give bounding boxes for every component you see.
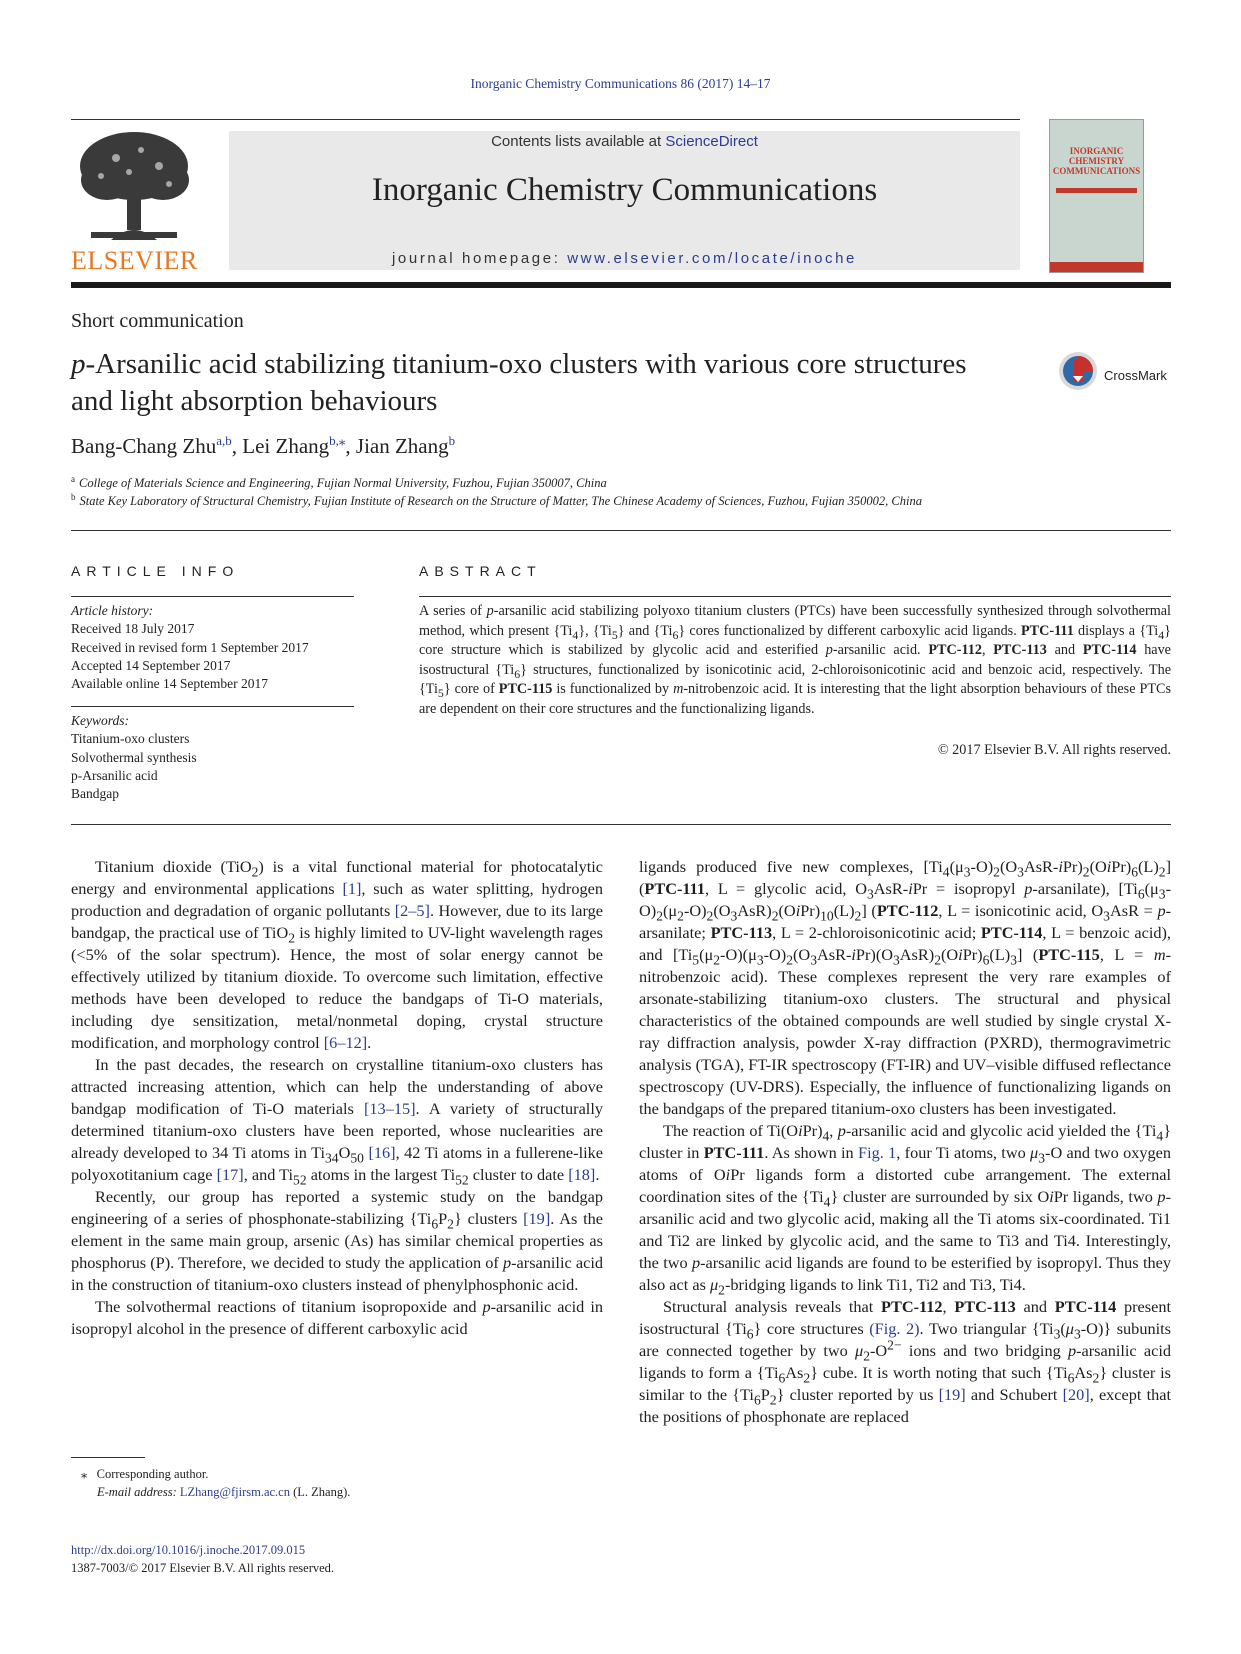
footnote-rule — [71, 1457, 145, 1458]
history-item: Received in revised form 1 September 2017 — [71, 639, 309, 655]
divider — [71, 706, 354, 707]
cover-stripe — [1056, 188, 1137, 193]
author-affiliation-mark[interactable]: b,⁎ — [329, 433, 346, 448]
citation-link[interactable]: [17] — [216, 1165, 244, 1184]
abstract-heading: ABSTRACT — [419, 563, 542, 579]
history-item: Received 18 July 2017 — [71, 621, 195, 637]
journal-cover[interactable] — [1049, 119, 1144, 273]
homepage-link[interactable]: www.elsevier.com/locate/inoche — [567, 250, 857, 267]
body-paragraph: In the past decades, the research on crystalline titanium-oxo clusters has attracted increasing attention, which can help the understanding of above bandgap modification of Ti-O materials [13–15]. A variety of structurally determined titanium-oxo clusters have been reported, whose nuclearities are already developed to 34 Ti atoms in $Ti_{34}O_{50}$ [16], 42 Ti atoms in a fullerene-like polyoxotitanium cage [17], and $Ti_{52}$ atoms in the largest $Ti_{52}$ cluster to date [18]. — [71, 1055, 603, 1188]
issn-copyright: 1387-7003/© 2017 Elsevier B.V. All rights reserved. — [71, 1561, 335, 1575]
affiliation — [71, 473, 1171, 491]
footnote-email-suffix: (L. Zhang). — [289, 1485, 351, 1499]
history-item: Available online 14 September 2017 — [71, 676, 268, 692]
citation-link[interactable]: [1] — [342, 879, 362, 898]
title-italic-prefix: p — [71, 348, 86, 380]
author-name: Lei Zhang — [242, 434, 330, 458]
figure-link[interactable]: (Fig. 2) — [869, 1319, 920, 1338]
title-text: -Arsanilic acid stabilizing titanium-oxo clusters with various core structures and light absorption behaviours — [71, 348, 967, 417]
body-paragraph: Recently, our group has reported a systemic study on the bandgap engineering of a series of phosphonate-stabilizing $\{Ti_6P_2\}$ clusters [19]. As the element in the same main group, arsenic (As) has similar chemical properties as phosphorus (P). Therefore, we decided to study the application of p-arsanilic acid in the construction of titanium-oxo clusters instead of phenylphosphonic acid. — [71, 1187, 603, 1294]
keyword[interactable]: p-Arsanilic acid — [71, 767, 158, 783]
citation-link[interactable]: [20] — [1062, 1385, 1090, 1404]
divider — [419, 596, 1171, 597]
divider — [71, 596, 354, 597]
footnote-corresponding — [71, 1465, 531, 1483]
contents-prefix: Contents lists available at — [491, 133, 666, 150]
elsevier-logo[interactable] — [71, 128, 197, 276]
affiliation-text: College of Materials Science and Engineering, Fujian Normal University, Fuzhou, Fujian 350007, China — [79, 476, 607, 490]
header-rule — [71, 119, 1020, 120]
cover-footer-band — [1050, 262, 1143, 272]
author-affiliation-mark[interactable]: b — [448, 433, 456, 448]
footnote-corresponding-text: Corresponding author. — [96, 1467, 209, 1481]
keyword[interactable]: Bandgap — [71, 786, 119, 802]
abstract-copyright: © 2017 Elsevier B.V. All rights reserved. — [937, 742, 1171, 758]
history-label: Article history: — [71, 603, 154, 618]
divider — [71, 824, 1171, 825]
body-paragraph: Structural analysis reveals that PTC-112, PTC-113 and PTC-114 present isostructural $\{Ti_6\}$ core structures (Fig. 2). Two triangular $\{Ti_3(\mu_3-O)\}$ subunits are connected together by two $\mu_2-O^{2-}$ ions and two bridging p-arsanilic acid ligands to form a $\{Ti_6As_2\}$ cube. It is worth noting that such $\{Ti_6As_2\}$ cluster is similar to the $\{Ti_6P_2\}$ cluster reported by us [19] and Schubert [20], except that the positions of phosphonate are replaced — [639, 1297, 1172, 1426]
affiliation-mark: a — [71, 473, 75, 484]
elsevier-wordmark: ELSEVIER — [71, 246, 198, 275]
footnote — [71, 1465, 531, 1501]
email-link[interactable]: LZhang@fjirsm.ac.cn — [179, 1485, 290, 1499]
keyword[interactable]: Titanium-oxo clusters — [71, 731, 190, 747]
footnote-mark: ⁎ — [81, 1467, 88, 1481]
body-paragraph: Titanium dioxide (TiO$_2$) is a vital functional material for photocatalytic energy and environmental applications [1], such as water splitting, hydrogen production and degradation of organic pollutants [2–5]. However, due to its large bandgap, the practical use of TiO$_2$ is highly limited to UV-light wavelength rages (<5% of the solar spectrum). Hence, the most of solar energy cannot be effectively utilized by titanium dioxide. To overcome such limitation, effective methods have been developed to reduce the bandgaps of Ti-O materials, including dye sensitization, metal/nonmetal doping, crystal structure modification, and morphology control [6–12]. — [71, 857, 603, 1052]
citation-link[interactable]: [6–12] — [323, 1033, 368, 1052]
article-info-heading: ARTICLE INFO — [71, 563, 240, 579]
journal-citation[interactable]: Inorganic Chemistry Communications 86 (2017) 14–17 — [470, 76, 771, 91]
article-title — [71, 346, 971, 420]
affiliation — [71, 491, 1171, 509]
sciencedirect-link[interactable]: ScienceDirect — [665, 133, 758, 150]
affiliation-mark: b — [71, 491, 76, 502]
citation-link[interactable]: [18] — [568, 1165, 596, 1184]
footnote-email-label: E-mail address: — [97, 1485, 180, 1499]
keyword[interactable]: Solvothermal synthesis — [71, 749, 197, 765]
crossmark-label[interactable]: CrossMark — [1104, 368, 1167, 383]
cover-title: INORGANIC CHEMISTRY COMMUNICATIONS — [1052, 146, 1141, 176]
body-paragraph: The solvothermal reactions of titanium isopropoxide and p-arsanilic acid in isopropyl alcohol in the presence of different carboxylic acid — [71, 1297, 603, 1338]
body-column-left — [71, 856, 603, 1340]
citation-link[interactable]: [19] — [938, 1385, 966, 1404]
body-column-right — [639, 856, 1171, 1428]
keywords — [71, 712, 354, 803]
author-name: Bang-Chang Zhu — [71, 434, 217, 458]
footnote-email-line — [71, 1483, 531, 1501]
section-type: Short communication — [71, 310, 244, 332]
author-separator: , — [345, 434, 356, 458]
keywords-label: Keywords: — [71, 713, 129, 728]
body-paragraph: The reaction of $Ti(OiPr)_4$, p-arsanilic acid and glycolic acid yielded the $\{Ti_4\}$ cluster in PTC-111. As shown in Fig. 1, four Ti atoms, two $\mu_3-O$ and two oxygen atoms of OiPr ligands form a distorted cube arrangement. The external coordination sites of the $\{Ti_4\}$ cluster are surrounded by six OiPr ligands, two p-arsanilic acid and two glycolic acid, making all the Ti atoms six-coordinated. Ti1 and Ti2 are linked by glycolic acid, and the same to Ti3 and Ti4. Interestingly, the two p-arsanilic acid ligands are found to be esterified by isopropyl. Thus they also act as $\mu_2$-bridging ligands to link Ti1, Ti2 and Ti3, Ti4. — [639, 1121, 1172, 1298]
affiliation-text: State Key Laboratory of Structural Chemistry, Fujian Institute of Research on the Structure of Matter, The Chinese Academy of Sciences, Fuzhou, Fujian 350002, China — [79, 494, 922, 508]
author-list — [71, 434, 455, 459]
author-name: Jian Zhang — [355, 434, 449, 458]
crossmark-icon — [1058, 351, 1098, 391]
homepage-prefix: journal homepage: — [392, 250, 568, 267]
citation-link[interactable]: [19] — [523, 1209, 551, 1228]
journal-homepage — [229, 250, 1020, 267]
author-separator: , — [231, 434, 243, 458]
journal-name: Inorganic Chemistry Communications — [371, 172, 878, 208]
citation-link[interactable]: [2–5] — [394, 901, 430, 920]
abstract-text: A series of p-arsanilic acid stabilizing polyoxo titanium clusters (PTCs) have been successfully synthesized through solvothermal method, which present $\{Ti_4\}$, $\{Ti_5\}$ and $\{Ti_6\}$ cores functionalized by different carboxylic acid ligands. PTC-111 displays a $\{Ti_4\}$ core structure which is stabilized by glycolic acid and esterified p-arsanilic acid. PTC-112, PTC-113 and PTC-114 have isostructural $\{Ti_6\}$ structures, functionalized by isonicotinic acid, 2-chloroisonicotinic acid and benzoic acid, respectively. The $\{Ti_5\}$ core of PTC-115 is functionalized by m-nitrobenzoic acid. It is interesting that the light absorption behaviours of these PTCs are dependent on their core structures and the functionalizing ligands. — [419, 603, 1171, 717]
header-thick-rule — [71, 282, 1171, 288]
crossmark-badge[interactable] — [1058, 351, 1098, 391]
citation-link[interactable]: [13–15] — [364, 1099, 416, 1118]
author-affiliation-mark[interactable]: a,b — [216, 433, 232, 448]
history-item: Accepted 14 September 2017 — [71, 657, 231, 673]
body-paragraph: ligands produced five new complexes, $[Ti_4(\mu_3-O)_2(O_3AsR-iPr)_2(OiPr)_6(L)_2]$ (PTC-111, L = glycolic acid, $O_3AsR$-iPr = isopropyl p-arsanilate), $[Ti_6(\mu_3-O)_2(\mu_2-O)_2(O_3AsR)_2(OiPr)_{10}(L)_2]$ (PTC-112, L = isonicotinic acid, $O_3AsR$ = p-arsanilate; PTC-113, L = 2-chloroisonicotinic acid; PTC-114, L = benzoic acid), and $[Ti_5(\mu_2-O)(\mu_3-O)_2(O_3AsR-iPr)(O_3AsR)_2(OiPr)_6(L)_3]$ (PTC-115, L = m-nitrobenzoic acid). These complexes represent the very rare examples of arsonate-stabilizing titanium-oxo clusters. The structural and physical characteristics of the obtained compounds are well studied by single crystal X-ray diffraction analysis, powder X-ray diffraction (PXRD), thermogravimetric analysis (TGA), FT-IR spectroscopy (FT-IR) and UV–visible diffused reflectance spectroscopy (UV-DRS). Especially, the influence of functionalizing ligands on the bandgaps of the prepared titanium-oxo clusters has been investigated. — [639, 857, 1171, 1118]
article-history — [71, 602, 354, 693]
figure-link[interactable]: Fig. 1 — [858, 1143, 897, 1162]
doi-link[interactable]: http://dx.doi.org/10.1016/j.inoche.2017.09.015 — [71, 1543, 306, 1557]
divider — [71, 530, 1171, 531]
contents-line — [229, 133, 1020, 150]
elsevier-tree-icon — [71, 128, 197, 246]
citation-link[interactable]: [16] — [368, 1143, 396, 1162]
doi-footer — [71, 1541, 334, 1577]
